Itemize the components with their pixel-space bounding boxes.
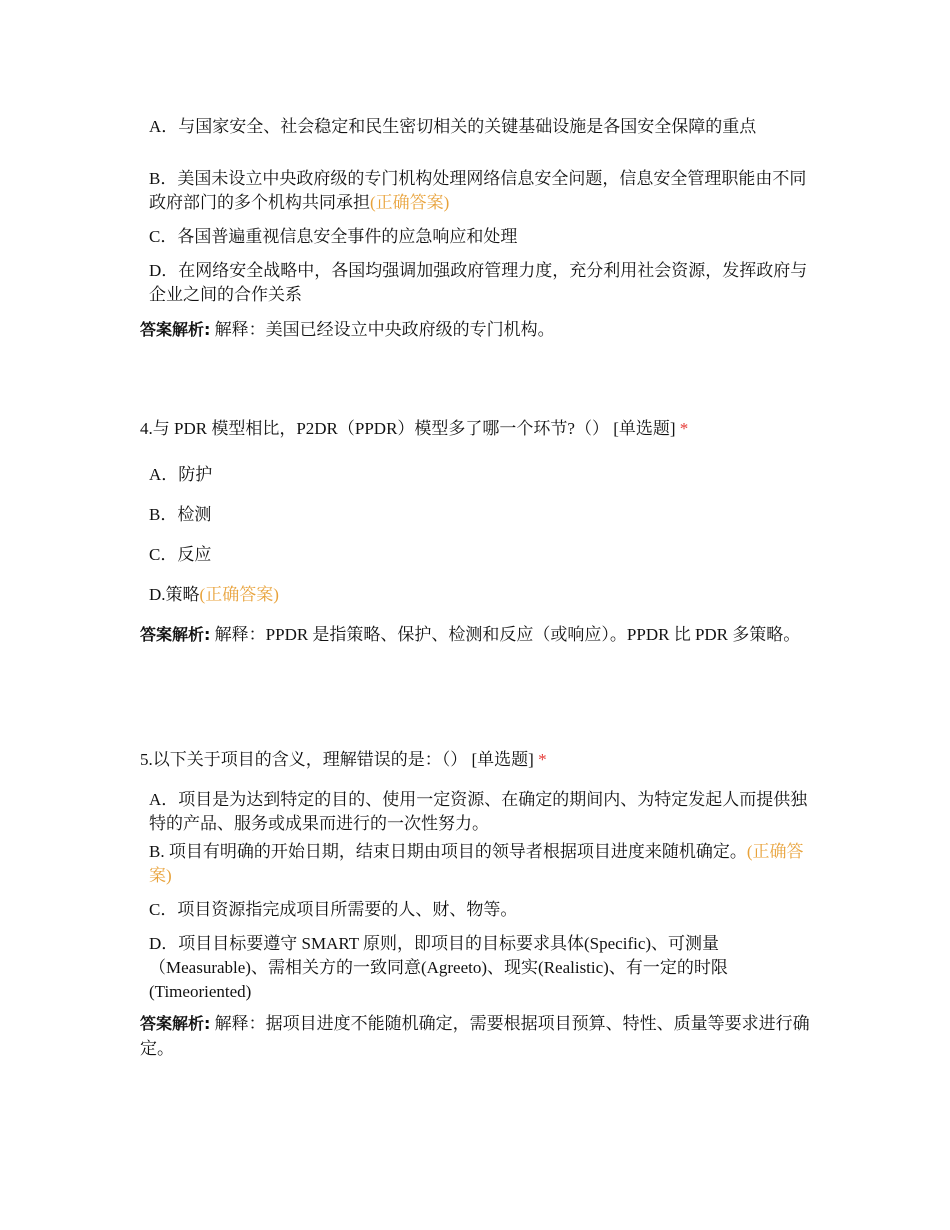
correct-answer-tag: (正确答案) <box>199 585 279 604</box>
q5-option-b <box>149 840 809 888</box>
q3-option-c <box>149 225 809 249</box>
analysis-text: 解释：PPDR 是指策略、保护、检测和反应（或响应）。PPDR 比 PDR 多策略。 <box>214 625 801 644</box>
q5-option-c <box>149 898 809 922</box>
option-text: C．各国普遍重视信息安全事件的应急响应和处理 <box>149 227 518 246</box>
option-text: D.策略 <box>149 585 200 604</box>
option-text: A．防护 <box>149 465 213 484</box>
q5-answer-analysis <box>140 1011 820 1061</box>
q4-option-c <box>149 543 809 567</box>
q3-option-d <box>149 259 809 307</box>
option-text: C．反应 <box>149 545 212 564</box>
question-text: 4.与 PDR 模型相比，P2DR（PPDR）模型多了哪一个环节?（） [单选题] <box>140 419 676 438</box>
analysis-label: 答案解析: <box>140 320 211 339</box>
option-text: C．项目资源指完成项目所需要的人、财、物等。 <box>149 900 518 919</box>
analysis-text: 解释：据项目进度不能随机确定，需要根据项目预算、特性、质量等要求进行确定。 <box>140 1014 810 1058</box>
q4-answer-analysis <box>140 622 820 647</box>
q5-option-d <box>149 932 809 1004</box>
q4-option-a <box>149 463 809 487</box>
correct-answer-tag: (正确答案) <box>149 842 804 885</box>
correct-answer-tag: (正确答案) <box>370 193 450 212</box>
required-marker: * <box>675 419 689 438</box>
q3-answer-analysis <box>140 317 820 342</box>
question-text: 5.以下关于项目的含义，理解错误的是：（） [单选题] <box>140 750 534 769</box>
q3-option-a <box>149 115 809 139</box>
option-text: D．项目目标要遵守 SMART 原则，即项目的目标要求具体(Specific)、可测量（Measurable)、需相关方的一致同意(Agreeto)、现实(Realistic)、有一定的时限(Timeoriented) <box>149 934 728 1001</box>
option-text: B．美国未设立中央政府级的专门机构处理网络信息安全问题，信息安全管理职能由不同政府部门的多个机构共同承担 <box>149 169 807 212</box>
option-text: D．在网络安全战略中，各国均强调加强政府管理力度，充分利用社会资源，发挥政府与企业之间的合作关系 <box>149 261 808 304</box>
option-text: A．项目是为达到特定的目的、使用一定资源、在确定的期间内、为特定发起人而提供独特的产品、服务或成果而进行的一次性努力。 <box>149 790 808 833</box>
required-marker: * <box>533 750 547 769</box>
analysis-label: 答案解析: <box>140 1014 211 1033</box>
q3-option-b <box>149 167 809 215</box>
q4-option-d <box>149 583 809 607</box>
q4-option-b <box>149 503 809 527</box>
q5-option-a <box>149 788 809 836</box>
q5-title <box>140 748 840 772</box>
analysis-text: 解释：美国已经设立中央政府级的专门机构。 <box>214 320 555 339</box>
option-text: B．检测 <box>149 505 212 524</box>
option-text: B. 项目有明确的开始日期，结束日期由项目的领导者根据项目进度来随机确定。 <box>149 842 747 861</box>
q4-title <box>140 417 840 441</box>
option-text: A．与国家安全、社会稳定和民生密切相关的关键基础设施是各国安全保障的重点 <box>149 117 757 136</box>
analysis-label: 答案解析: <box>140 625 211 644</box>
